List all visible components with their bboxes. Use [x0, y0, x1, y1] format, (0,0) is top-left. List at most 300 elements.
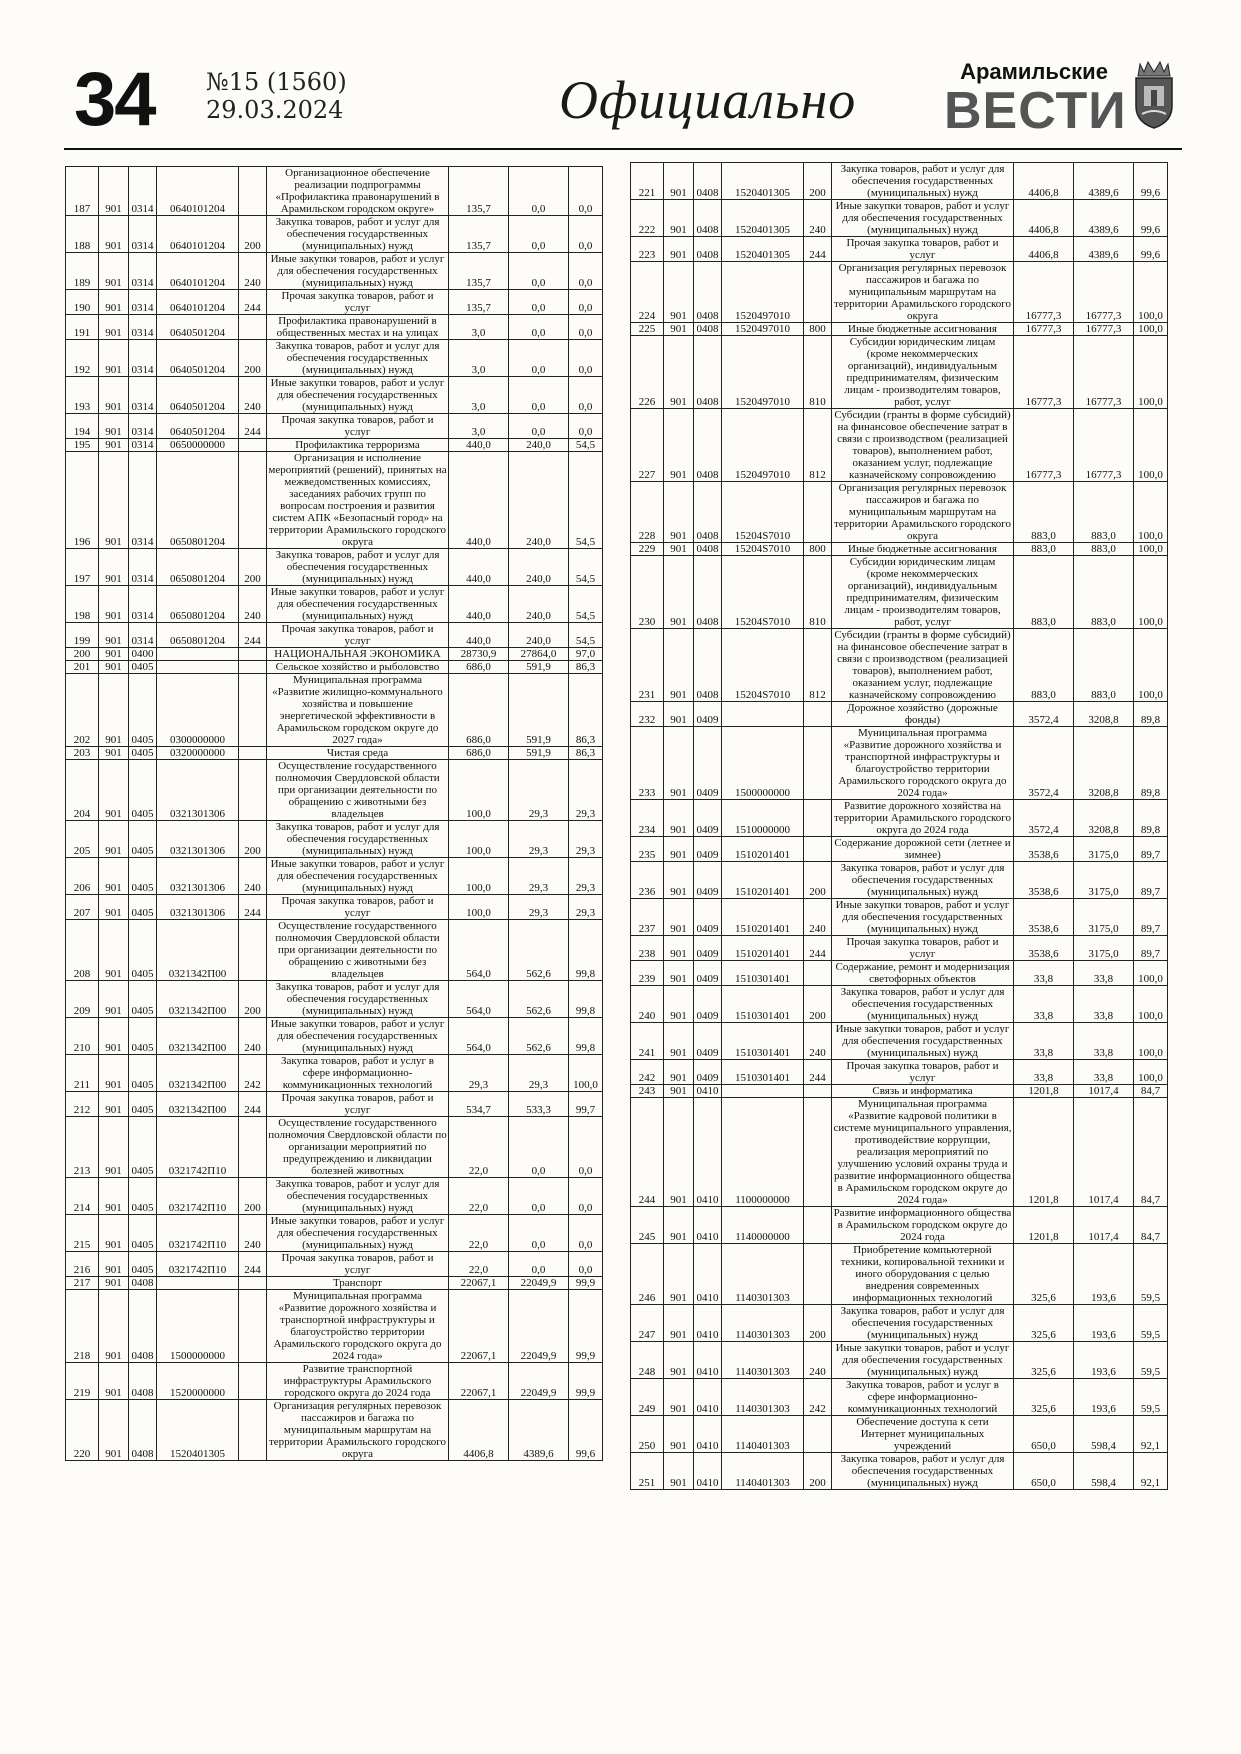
item-name: Иные закупки товаров, работ и услуг для обеспечения государственных (муниципальных) нужд: [267, 1018, 449, 1055]
expense-type: [239, 452, 267, 549]
planned-amount: 22067,1: [449, 1277, 509, 1290]
executed-amount: 240,0: [509, 452, 569, 549]
executed-amount: 16777,3: [1074, 409, 1134, 482]
execution-percent: 54,5: [569, 452, 603, 549]
planned-amount: 3538,6: [1014, 862, 1074, 899]
expense-type: [239, 1117, 267, 1178]
department-code: 901: [664, 1416, 694, 1453]
planned-amount: 686,0: [449, 674, 509, 747]
table-row: [631, 163, 1168, 200]
table-row: [66, 586, 603, 623]
expense-type: 200: [239, 1178, 267, 1215]
table-row: [631, 727, 1168, 800]
row-number: 223: [631, 237, 664, 262]
expense-type: 200: [239, 981, 267, 1018]
execution-percent: 29,3: [569, 760, 603, 821]
department-code: 901: [664, 482, 694, 543]
execution-percent: 59,5: [1134, 1342, 1168, 1379]
row-number: 233: [631, 727, 664, 800]
executed-amount: 3175,0: [1074, 899, 1134, 936]
execution-percent: 99,6: [569, 1400, 603, 1461]
department-code: 901: [99, 1400, 129, 1461]
row-number: 188: [66, 216, 99, 253]
section-code: 0408: [694, 262, 722, 323]
execution-percent: 84,7: [1134, 1085, 1168, 1098]
planned-amount: 650,0: [1014, 1416, 1074, 1453]
department-code: 901: [99, 452, 129, 549]
issue-date: 29.03.2024: [206, 96, 344, 124]
execution-percent: 89,7: [1134, 936, 1168, 961]
department-code: 901: [664, 1342, 694, 1379]
planned-amount: 22,0: [449, 1215, 509, 1252]
planned-amount: 33,8: [1014, 1060, 1074, 1085]
item-name: Прочая закупка товаров, работ и услуг: [832, 1060, 1014, 1085]
row-number: 231: [631, 629, 664, 702]
item-name: Организация и исполнение мероприятий (решений), принятых на межведомственных комиссиях, заседаниях рабочих групп по вопросам построения и развития систем АПК «Безопасный город» на территории Арамильского городского округа: [268, 452, 447, 548]
item-name: Иные закупки товаров, работ и услуг для обеспечения государственных (муниципальных) нужд: [267, 1215, 449, 1252]
target-code: 0321342П00: [157, 1055, 239, 1092]
table-row: [631, 1207, 1168, 1244]
department-code: 901: [99, 290, 129, 315]
section-code: 0405: [129, 760, 157, 821]
section-code: 0410: [694, 1085, 722, 1098]
execution-percent: 99,6: [1134, 163, 1168, 200]
target-code: 1140301303: [722, 1305, 804, 1342]
expense-type: 810: [804, 336, 832, 409]
expense-type: 244: [804, 237, 832, 262]
planned-amount: 534,7: [449, 1092, 509, 1117]
item-name: Прочая закупка товаров, работ и услуг: [832, 237, 1014, 262]
issue-info: [206, 68, 347, 124]
expense-type: [804, 262, 832, 323]
department-code: 901: [99, 1018, 129, 1055]
section-code: 0405: [129, 920, 157, 981]
target-code: 1520000000: [157, 1363, 239, 1400]
row-number: 207: [66, 895, 99, 920]
table-row: [631, 961, 1168, 986]
item-name: Сельское хозяйство и рыболовство: [267, 661, 449, 674]
execution-percent: 0,0: [569, 290, 603, 315]
execution-percent: 99,8: [569, 981, 603, 1018]
row-number: 212: [66, 1092, 99, 1117]
target-code: 15204S7010: [722, 543, 804, 556]
expense-type: [239, 747, 267, 760]
department-code: 901: [664, 727, 694, 800]
table-row: [66, 1178, 603, 1215]
department-code: 901: [99, 439, 129, 452]
execution-percent: 86,3: [569, 747, 603, 760]
section-code: 0409: [694, 837, 722, 862]
target-code: [722, 702, 804, 727]
executed-amount: 591,9: [509, 747, 569, 760]
row-number: 215: [66, 1215, 99, 1252]
executed-amount: 591,9: [509, 661, 569, 674]
execution-percent: 86,3: [569, 661, 603, 674]
target-code: 1520401305: [722, 163, 804, 200]
department-code: 901: [99, 253, 129, 290]
row-number: 219: [66, 1363, 99, 1400]
expense-type: 242: [804, 1379, 832, 1416]
expense-type: [804, 1085, 832, 1098]
item-name: Связь и информатика: [832, 1085, 1014, 1098]
executed-amount: 22049,9: [509, 1363, 569, 1400]
table-row: [66, 167, 603, 216]
logo-top-text: Арамильские: [960, 59, 1108, 84]
execution-percent: 84,7: [1134, 1098, 1168, 1207]
execution-percent: 100,0: [1134, 336, 1168, 409]
table-row: [66, 1363, 603, 1400]
department-code: 901: [99, 747, 129, 760]
execution-percent: 59,5: [1134, 1305, 1168, 1342]
target-code: 1520497010: [722, 262, 804, 323]
row-number: 242: [631, 1060, 664, 1085]
target-code: 1520497010: [722, 323, 804, 336]
planned-amount: 3538,6: [1014, 899, 1074, 936]
table-row: [66, 216, 603, 253]
item-name: Субсидии (гранты в форме субсидий) на финансовое обеспечение затрат в связи с производством (реализацией товаров), выполнением работ, оказанием услуг, подлежащие казначейскому сопровождению: [832, 629, 1014, 702]
execution-percent: 54,5: [569, 549, 603, 586]
table-row: [66, 1092, 603, 1117]
table-row: [66, 290, 603, 315]
planned-amount: 4406,8: [1014, 237, 1074, 262]
item-name: Закупка товаров, работ и услуг для обеспечения государственных (муниципальных) нужд: [267, 216, 449, 253]
planned-amount: 883,0: [1014, 629, 1074, 702]
department-code: 901: [99, 586, 129, 623]
page-number: 34: [74, 57, 155, 142]
table-row: [66, 674, 603, 747]
section-code: 0405: [129, 981, 157, 1018]
execution-percent: 89,8: [1134, 727, 1168, 800]
target-code: 1510301401: [722, 986, 804, 1023]
execution-percent: 0,0: [569, 253, 603, 290]
row-number: 249: [631, 1379, 664, 1416]
planned-amount: 325,6: [1014, 1244, 1074, 1305]
execution-percent: 0,0: [569, 1117, 603, 1178]
target-code: 0321742П10: [157, 1252, 239, 1277]
item-name: Транспорт: [267, 1277, 449, 1290]
execution-percent: 99,8: [569, 1018, 603, 1055]
table-row: [631, 543, 1168, 556]
table-row: [631, 986, 1168, 1023]
planned-amount: 22,0: [449, 1178, 509, 1215]
target-code: 15204S7010: [722, 482, 804, 543]
expense-type: 200: [804, 862, 832, 899]
row-number: 245: [631, 1207, 664, 1244]
executed-amount: 22049,9: [509, 1290, 569, 1363]
row-number: 203: [66, 747, 99, 760]
section-code: 0405: [129, 747, 157, 760]
execution-percent: 86,3: [569, 674, 603, 747]
execution-percent: 100,0: [1134, 961, 1168, 986]
planned-amount: 33,8: [1014, 1023, 1074, 1060]
planned-amount: 16777,3: [1014, 262, 1074, 323]
department-code: 901: [99, 1363, 129, 1400]
target-code: 0300000000: [157, 674, 239, 747]
execution-percent: 0,0: [569, 377, 603, 414]
planned-amount: 16777,3: [1014, 323, 1074, 336]
planned-amount: 440,0: [449, 586, 509, 623]
table-row: [66, 1055, 603, 1092]
table-row: [631, 409, 1168, 482]
item-name: Субсидии юридическим лицам (кроме некоммерческих организаций), индивидуальным предпринимателям, физическим лицам - производителям товаров, работ, услуг: [832, 556, 1014, 629]
execution-percent: 99,6: [1134, 200, 1168, 237]
execution-percent: 92,1: [1134, 1453, 1168, 1490]
row-number: 195: [66, 439, 99, 452]
executed-amount: 0,0: [509, 1117, 569, 1178]
expense-type: 240: [239, 253, 267, 290]
expense-type: 244: [804, 936, 832, 961]
row-number: 190: [66, 290, 99, 315]
section-code: 0314: [129, 216, 157, 253]
row-number: 209: [66, 981, 99, 1018]
section-code: 0405: [129, 1252, 157, 1277]
target-code: 1520401305: [722, 200, 804, 237]
item-name: Осуществление государственного полномочия Свердловской области при организации деятельности по обращению с животными без владельцев: [267, 760, 449, 821]
row-number: 205: [66, 821, 99, 858]
department-code: 901: [664, 986, 694, 1023]
executed-amount: 0,0: [509, 253, 569, 290]
item-name: Прочая закупка товаров, работ и услуг: [267, 623, 449, 648]
expense-type: 240: [804, 1023, 832, 1060]
table-row: [66, 1117, 603, 1178]
section-code: 0314: [129, 452, 157, 549]
section-code: 0409: [694, 800, 722, 837]
item-name: Муниципальная программа «Развитие жилищно-коммунального хозяйства и повышение энергетической эффективности в Арамильском городском округе до 2027 года»: [267, 674, 449, 747]
row-number: 206: [66, 858, 99, 895]
item-name: Организационное обеспечение реализации подпрограммы «Профилактика правонарушений в Арамильском городском округе»: [267, 167, 449, 216]
budget-table-right: [630, 162, 1168, 1490]
planned-amount: 22067,1: [449, 1363, 509, 1400]
execution-percent: 59,5: [1134, 1244, 1168, 1305]
planned-amount: 440,0: [449, 623, 509, 648]
target-code: 1140301303: [722, 1379, 804, 1416]
expense-type: 200: [804, 1453, 832, 1490]
row-number: 208: [66, 920, 99, 981]
row-number: 193: [66, 377, 99, 414]
row-number: 216: [66, 1252, 99, 1277]
execution-percent: 0,0: [569, 1252, 603, 1277]
section-code: 0410: [694, 1207, 722, 1244]
department-code: 901: [664, 262, 694, 323]
executed-amount: 33,8: [1074, 1060, 1134, 1085]
department-code: 901: [99, 1277, 129, 1290]
execution-percent: 100,0: [1134, 1023, 1168, 1060]
executed-amount: 0,0: [509, 315, 569, 340]
planned-amount: 883,0: [1014, 543, 1074, 556]
planned-amount: 4406,8: [449, 1400, 509, 1461]
department-code: 901: [664, 556, 694, 629]
planned-amount: 440,0: [449, 452, 509, 549]
expense-type: 200: [239, 549, 267, 586]
execution-percent: 100,0: [1134, 409, 1168, 482]
target-code: 0640101204: [157, 167, 239, 216]
executed-amount: 0,0: [509, 1215, 569, 1252]
executed-amount: 240,0: [509, 549, 569, 586]
planned-amount: 135,7: [449, 167, 509, 216]
target-code: 1510301401: [722, 961, 804, 986]
item-name: Закупка товаров, работ и услуг в сфере информационно-коммуникационных технологий: [267, 1055, 449, 1092]
item-name: Закупка товаров, работ и услуг для обеспечения государственных (муниципальных) нужд: [832, 1305, 1014, 1342]
planned-amount: 33,8: [1014, 961, 1074, 986]
table-row: [631, 1305, 1168, 1342]
item-name: Обеспечение доступа к сети Интернет муниципальных учреждений: [832, 1416, 1014, 1453]
target-code: [157, 661, 239, 674]
row-number: 213: [66, 1117, 99, 1178]
section-code: 0410: [694, 1305, 722, 1342]
planned-amount: 325,6: [1014, 1379, 1074, 1416]
planned-amount: 100,0: [449, 858, 509, 895]
executed-amount: 598,4: [1074, 1453, 1134, 1490]
table-row: [66, 1215, 603, 1252]
department-code: 901: [99, 315, 129, 340]
item-name: Содержание дорожной сети (летнее и зимнее): [832, 837, 1014, 862]
section-code: 0405: [129, 895, 157, 920]
expense-type: 810: [804, 556, 832, 629]
department-code: 901: [664, 543, 694, 556]
expense-type: [804, 1416, 832, 1453]
item-name: Закупка товаров, работ и услуг для обеспечения государственных (муниципальных) нужд: [832, 1453, 1014, 1490]
header-rule: [64, 148, 1182, 150]
planned-amount: 135,7: [449, 290, 509, 315]
expense-type: [804, 1207, 832, 1244]
section-code: 0408: [129, 1277, 157, 1290]
expense-type: 200: [239, 821, 267, 858]
target-code: 0320000000: [157, 747, 239, 760]
section-code: 0314: [129, 414, 157, 439]
target-code: 0640501204: [157, 377, 239, 414]
department-code: 901: [664, 899, 694, 936]
table-row: [66, 623, 603, 648]
executed-amount: 16777,3: [1074, 262, 1134, 323]
expense-type: 244: [239, 1092, 267, 1117]
row-number: 247: [631, 1305, 664, 1342]
planned-amount: 135,7: [449, 253, 509, 290]
planned-amount: 3538,6: [1014, 837, 1074, 862]
item-name: Закупка товаров, работ и услуг для обеспечения государственных (муниципальных) нужд: [832, 862, 1014, 899]
planned-amount: 4406,8: [1014, 163, 1074, 200]
planned-amount: 1201,8: [1014, 1098, 1074, 1207]
department-code: 901: [99, 821, 129, 858]
item-name: Развитие транспортной инфраструктуры Арамильского городского округа до 2024 года: [267, 1363, 449, 1400]
department-code: 901: [664, 1085, 694, 1098]
target-code: 0640101204: [157, 216, 239, 253]
department-code: 901: [664, 323, 694, 336]
item-name: Иные бюджетные ассигнования: [832, 543, 1014, 556]
target-code: 0650801204: [157, 623, 239, 648]
section-code: 0410: [694, 1379, 722, 1416]
row-number: 217: [66, 1277, 99, 1290]
table-row: [631, 629, 1168, 702]
target-code: 0321342П00: [157, 1018, 239, 1055]
section-code: 0408: [694, 556, 722, 629]
target-code: 0650801204: [157, 549, 239, 586]
target-code: 1100000000: [722, 1098, 804, 1207]
row-number: 224: [631, 262, 664, 323]
target-code: 1510301401: [722, 1060, 804, 1085]
expense-type: 200: [804, 1305, 832, 1342]
executed-amount: 0,0: [509, 216, 569, 253]
row-number: 238: [631, 936, 664, 961]
target-code: 0640101204: [157, 253, 239, 290]
table-row: [631, 1416, 1168, 1453]
planned-amount: 3,0: [449, 340, 509, 377]
department-code: 901: [664, 1207, 694, 1244]
department-code: 901: [664, 1244, 694, 1305]
execution-percent: 0,0: [569, 216, 603, 253]
table-row: [631, 837, 1168, 862]
executed-amount: 33,8: [1074, 961, 1134, 986]
expense-type: [239, 648, 267, 661]
table-row: [66, 981, 603, 1018]
logo-bottom-text: ВЕСТИ: [944, 82, 1127, 140]
executed-amount: 883,0: [1074, 556, 1134, 629]
section-code: 0405: [129, 1092, 157, 1117]
expense-type: 200: [239, 340, 267, 377]
execution-percent: 100,0: [1134, 629, 1168, 702]
department-code: 901: [99, 340, 129, 377]
target-code: 1510201401: [722, 936, 804, 961]
expense-type: [239, 1290, 267, 1363]
planned-amount: 3572,4: [1014, 800, 1074, 837]
execution-percent: 99,9: [569, 1363, 603, 1400]
execution-percent: 84,7: [1134, 1207, 1168, 1244]
section-code: 0408: [694, 200, 722, 237]
execution-percent: 0,0: [569, 167, 603, 216]
section-code: 0405: [129, 674, 157, 747]
department-code: 901: [664, 629, 694, 702]
expense-type: 200: [804, 163, 832, 200]
target-code: 1520401305: [157, 1400, 239, 1461]
table-row: [631, 482, 1168, 543]
expense-type: [804, 961, 832, 986]
item-name: Муниципальная программа «Развитие кадровой политики в системе муниципального управления, противодействие коррупции, реализация мероприятий по улучшению условий охраны труда и развитие информационного общества в Арамильском городском округе до 2024 года»: [832, 1098, 1014, 1207]
execution-percent: 100,0: [1134, 323, 1168, 336]
planned-amount: 28730,9: [449, 648, 509, 661]
section-code: 0314: [129, 586, 157, 623]
executed-amount: 29,3: [509, 1055, 569, 1092]
target-code: 0321742П10: [157, 1215, 239, 1252]
table-row: [66, 340, 603, 377]
row-number: 250: [631, 1416, 664, 1453]
expense-type: 244: [804, 1060, 832, 1085]
section-code: 0409: [694, 702, 722, 727]
target-code: 0321301306: [157, 858, 239, 895]
section-code: 0405: [129, 1018, 157, 1055]
execution-percent: 89,8: [1134, 702, 1168, 727]
row-number: 191: [66, 315, 99, 340]
item-name: Муниципальная программа «Развитие дорожного хозяйства и транспортной инфраструктуры и благоустройство территории Арамильского городского округа до 2024 года»: [832, 727, 1014, 800]
department-code: 901: [99, 760, 129, 821]
expense-type: [239, 674, 267, 747]
row-number: 211: [66, 1055, 99, 1092]
target-code: 1520401305: [722, 237, 804, 262]
item-name: Иные закупки товаров, работ и услуг для обеспечения государственных (муниципальных) нужд: [832, 200, 1014, 237]
expense-type: [804, 1098, 832, 1207]
section-code: 0408: [694, 629, 722, 702]
section-title: Официально: [559, 70, 857, 130]
section-code: 0409: [694, 1023, 722, 1060]
table-row: [631, 262, 1168, 323]
target-code: 0321301306: [157, 895, 239, 920]
row-number: 232: [631, 702, 664, 727]
department-code: 901: [664, 837, 694, 862]
section-code: 0314: [129, 315, 157, 340]
item-name: Субсидии (гранты в форме субсидий) на финансовое обеспечение затрат в связи с производством (реализацией товаров), выполнением работ, оказанием услуг, подлежащие казначейскому сопровождению: [832, 409, 1014, 482]
execution-percent: 59,5: [1134, 1379, 1168, 1416]
executed-amount: 0,0: [509, 1178, 569, 1215]
target-code: 1140301303: [722, 1342, 804, 1379]
department-code: 901: [664, 1098, 694, 1207]
